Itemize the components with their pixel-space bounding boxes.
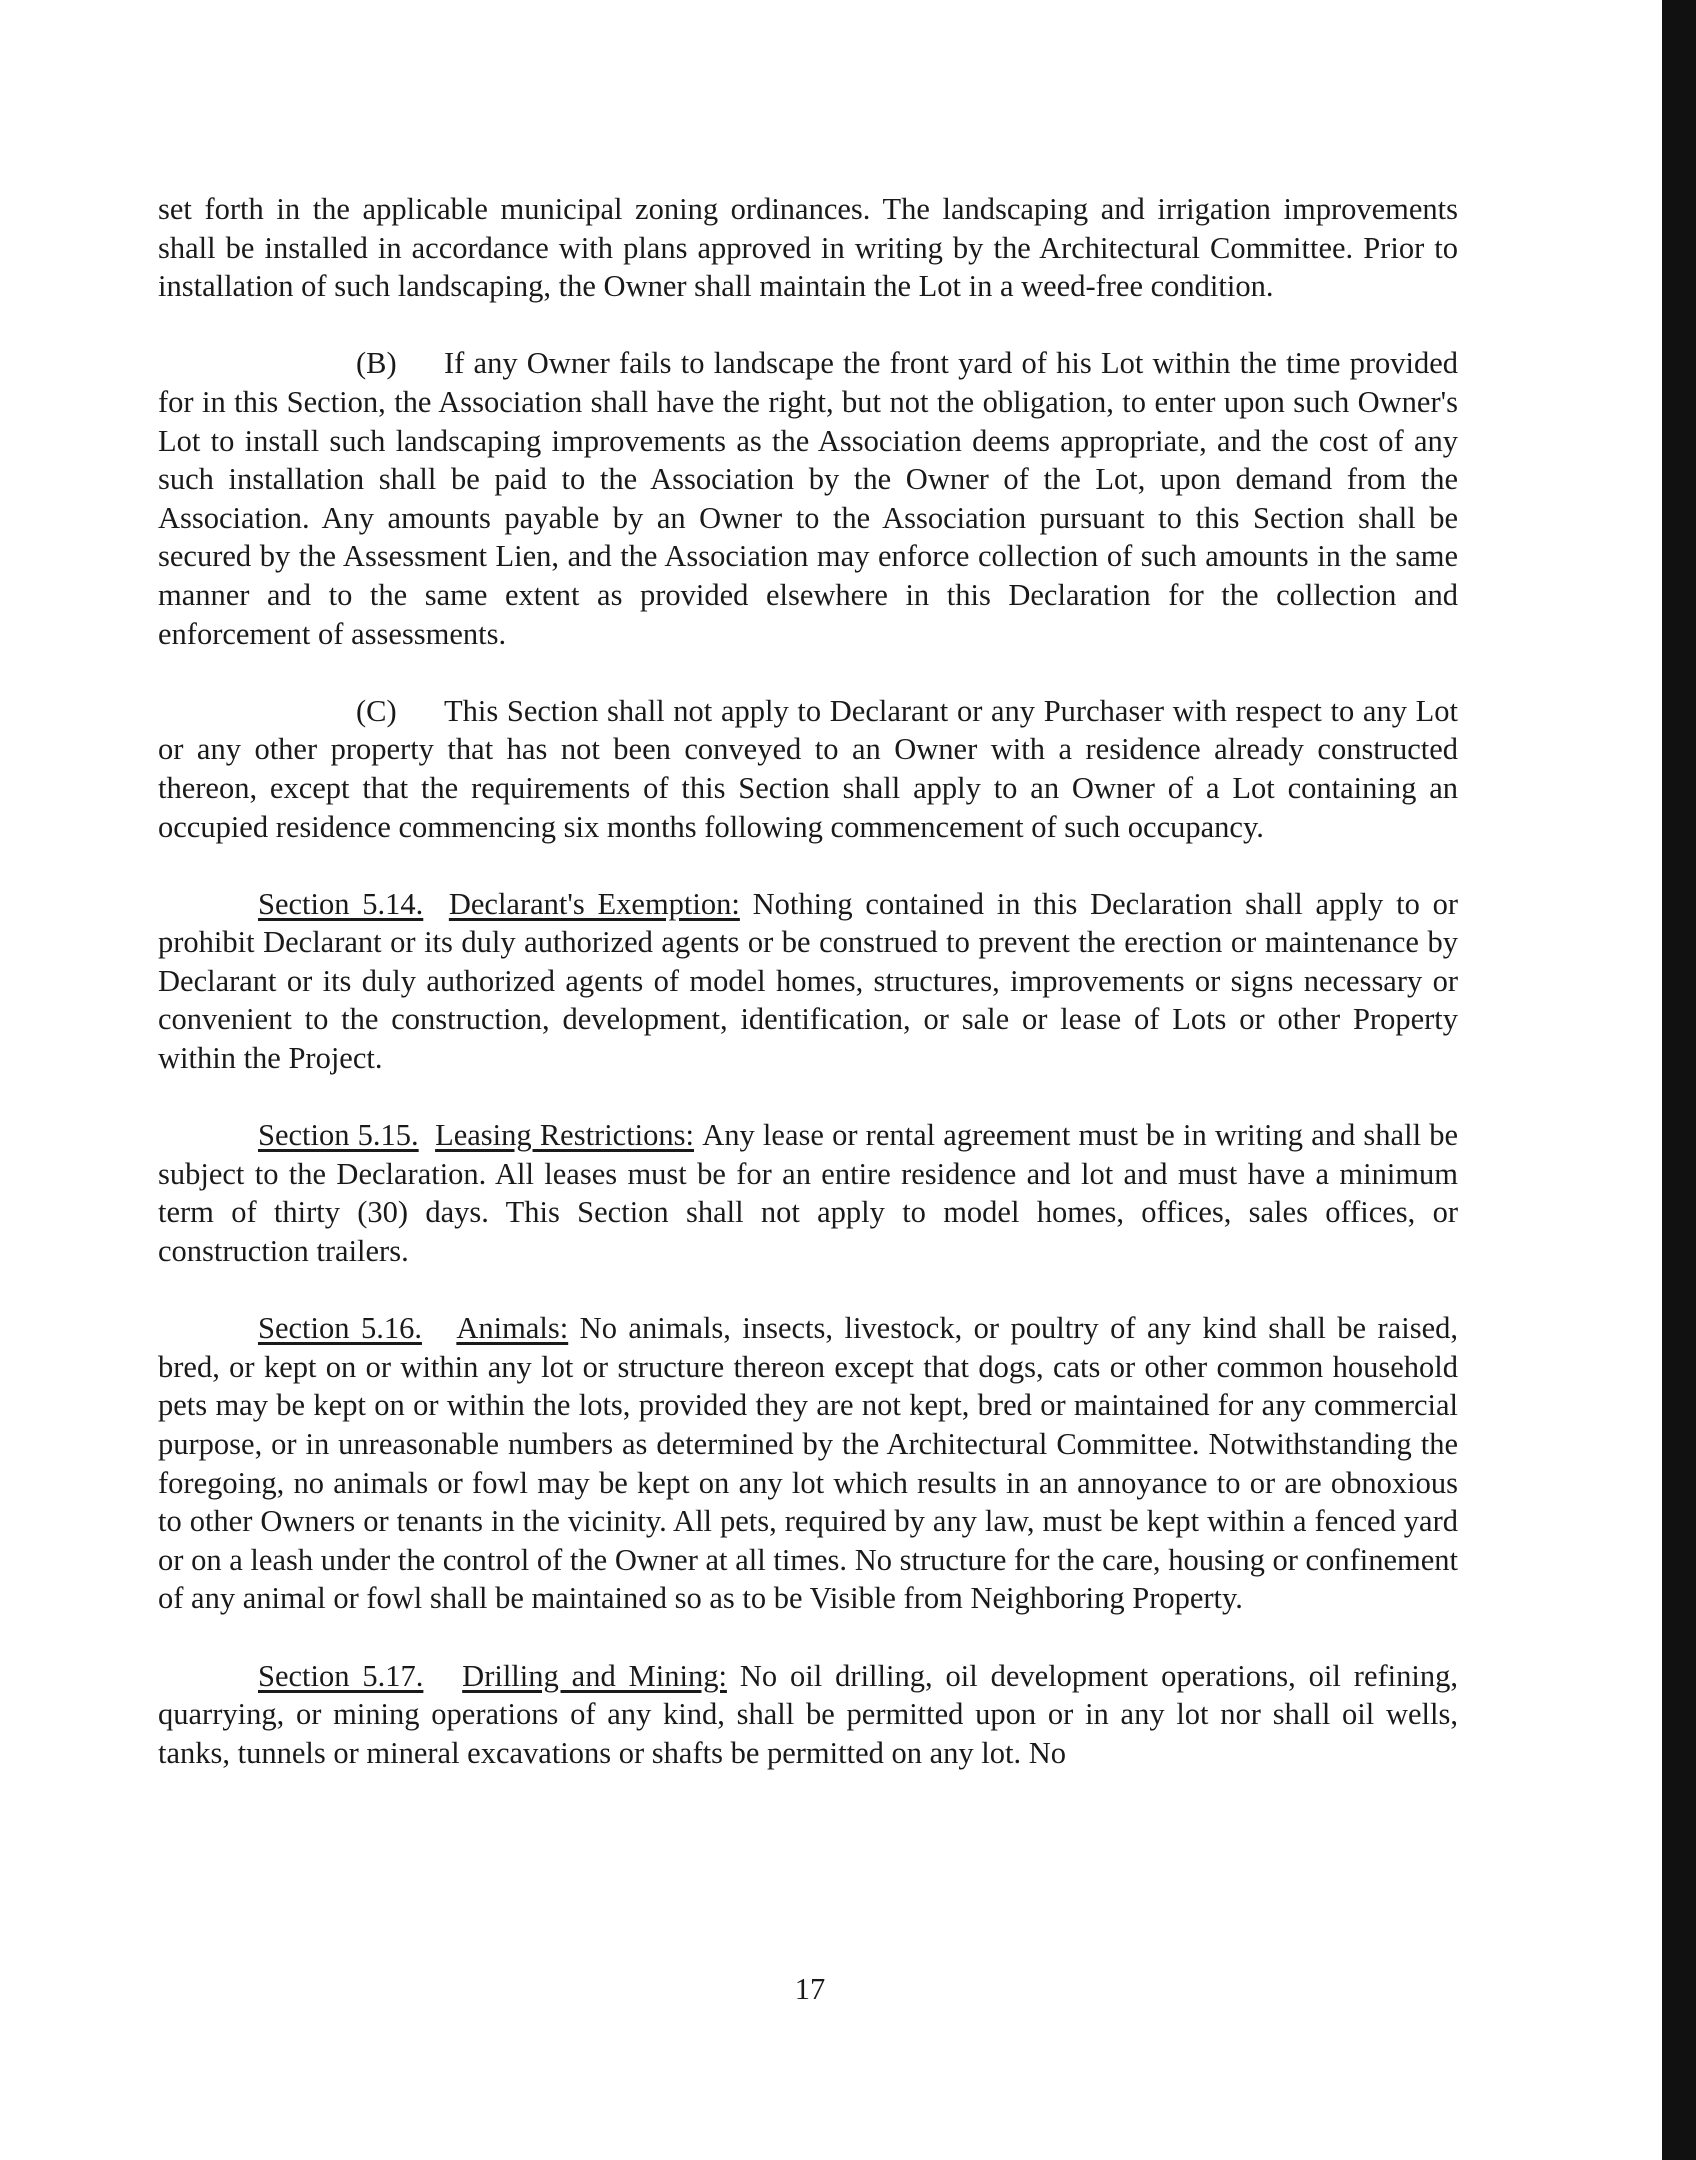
section-5-14 <box>158 885 1458 1078</box>
section-text: Nothing contained in this Declaration shall apply to or prohibit Declarant or its duly authorized agents or be construed to prevent the erection or maintenance by Declarant or its duly authorized agents of model homes, structures, improvements or signs necessary or convenient to the construction, development, identification, or sale or lease of Lots or other Property within the Project. <box>158 886 1459 1076</box>
paragraph-text: This Section shall not apply to Declarant or any Purchaser with respect to any Lot or any other property that has not been conveyed to an Owner with a residence already constructed thereon, except that the requirements of this Section shall apply to an Owner of a Lot containing an occupied residence commencing six months following commencement of such occupancy. <box>158 693 1458 844</box>
section-number: Section 5.14. <box>258 886 424 921</box>
section-text: No oil drilling, oil development operations, oil refining, quarrying, or mining operations of any kind, shall be permitted upon or in any lot nor shall oil wells, tanks, tunnels or mineral excavations or shafts be permitted on any lot. No <box>158 1658 1458 1770</box>
subparagraph-label: (B) <box>356 346 397 381</box>
section-5-17 <box>158 1657 1458 1773</box>
section-5-15 <box>158 1116 1458 1270</box>
page-number: 17 <box>794 1972 826 2006</box>
document-body <box>158 190 1458 1811</box>
paragraph-text: If any Owner fails to landscape the front yard of his Lot within the time provided for in this Section, the Association shall have the right, but not the obligation, to enter upon such Owner's Lot to install such landscaping improvements as the Association deems appropriate, and the cost of any such installation shall be paid to the Association by the Owner of the Lot, upon demand from the Association. Any amounts payable by an Owner to the Association pursuant to this Section shall be secured by the Assessment Lien, and the Association may enforce collection of such amounts in the same manner and to the same extent as provided elsewhere in this Declaration for the collection and enforcement of assessments. <box>158 346 1458 651</box>
section-title: Declarant's Exemption: <box>448 886 740 921</box>
subparagraph-c <box>158 692 1458 846</box>
section-number: Section 5.17. <box>258 1658 424 1693</box>
paragraph-text: set forth in the applicable municipal zoning ordinances. The landscaping and irrigation improvements shall be installed in accordance with plans approved in writing by the Architectural Committee. Prior to installation of such landscaping, the Owner shall maintain the Lot in a weed-free condition. <box>158 192 1458 304</box>
section-number: Section 5.15. <box>258 1118 419 1153</box>
section-text: Any lease or rental agreement must be in writing and shall be subject to the Declaration. All leases must be for an entire residence and lot and must have a minimum term of thirty (30) days. This Section shall not apply to model homes, offices, sales offices, or construction trailers. <box>158 1118 1459 1269</box>
section-number: Section 5.16. <box>258 1311 422 1346</box>
subparagraph-b <box>158 344 1458 653</box>
section-title: Drilling and Mining: <box>462 1658 727 1693</box>
scan-edge-border <box>1662 0 1696 2160</box>
paragraph-continuation <box>158 190 1458 306</box>
section-text: No animals, insects, livestock, or poultry of any kind shall be raised, bred, or kept on or within any lot or structure thereon except that dogs, cats or other common household pets may be kept on or within the lots, provided they are not kept, bred or maintained for any commercial purpose, or in unreasonable numbers as determined by the Architectural Committee. Notwithstanding the foregoing, no animals or fowl may be kept on any lot which results in an annoyance to or are obnoxious to other Owners or tenants in the vicinity. All pets, required by any law, must be kept within a fenced yard or on a leash under the control of the Owner at all times. No structure for the care, housing or confinement of any animal or fowl shall be maintained so as to be Visible from Neighboring Property. <box>158 1311 1458 1616</box>
section-title: Animals: <box>456 1311 569 1346</box>
subparagraph-label: (C) <box>356 693 397 728</box>
section-5-16 <box>158 1309 1458 1618</box>
section-title: Leasing Restrictions: <box>435 1118 695 1153</box>
